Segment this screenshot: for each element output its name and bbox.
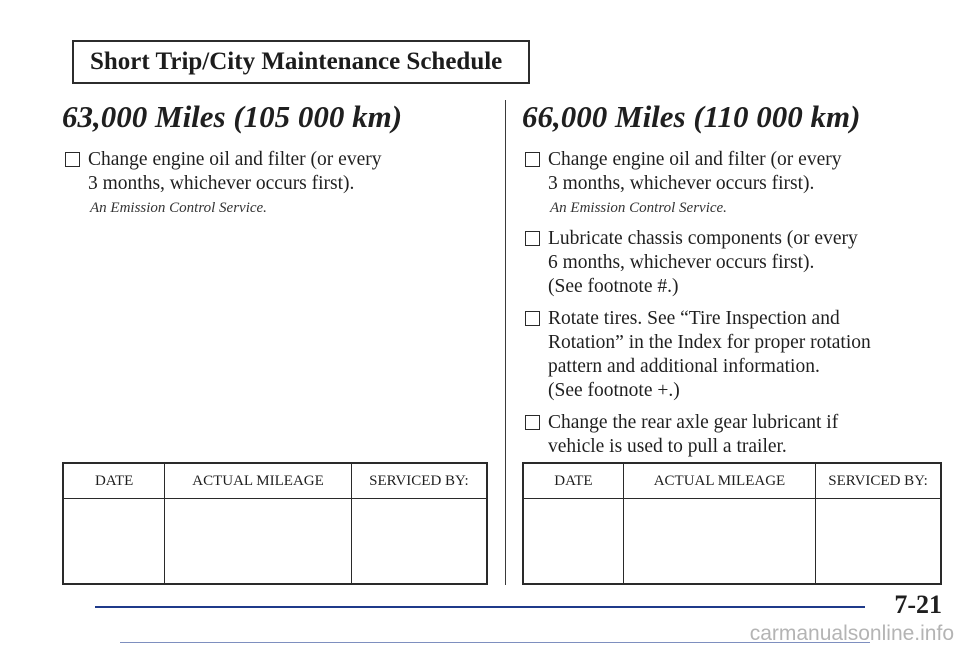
mileage-cell[interactable] [623,499,815,585]
serviced-by-cell[interactable] [351,499,487,585]
table-header-row [523,463,941,499]
column-header-mileage: ACTUAL MILEAGE [623,463,815,499]
checkbox-icon[interactable] [525,415,540,430]
checkbox-icon[interactable] [65,152,80,167]
task-note: An Emission Control Service. [90,200,267,217]
column-header-mileage: ACTUAL MILEAGE [165,463,352,499]
table-row [523,499,941,585]
footer-rule [95,606,865,608]
schedule-header [72,40,530,84]
section-63000 [62,100,492,227]
date-cell[interactable] [63,499,165,585]
section-66000 [522,100,942,467]
task-item [522,307,942,403]
task-item [62,148,492,196]
service-log-table-left [62,462,488,585]
service-log-table-right [522,462,942,585]
task-note: An Emission Control Service. [550,200,727,217]
column-header-serviced-by: SERVICED BY: [351,463,487,499]
task-text: Change the rear axle gear lubricant if vehicle is used to pull a trailer. [548,412,839,458]
task-item [522,227,942,299]
section-title: 66,000 Miles (110 000 km) [522,99,861,134]
serviced-by-cell[interactable] [816,499,941,585]
column-header-serviced-by: SERVICED BY: [816,463,941,499]
table-header-row [63,463,487,499]
task-item [522,148,942,196]
column-header-date: DATE [523,463,623,499]
task-text: Lubricate chassis components (or every 6 months, whichever occurs first). (See footnote #.) [548,228,858,298]
mileage-cell[interactable] [165,499,352,585]
watermark: carmanualsonline.info [749,622,954,645]
task-text: Rotate tires. See “Tire Inspection and Rotation” in the Index for proper rotation pattern and additional information. (See footnote +.) [548,308,871,402]
task-item [522,411,942,459]
checkbox-icon[interactable] [525,152,540,167]
table-row [63,499,487,585]
schedule-title: Short Trip/City Maintenance Schedule [90,48,503,75]
column-divider [505,100,506,585]
checkbox-icon[interactable] [525,231,540,246]
checkbox-icon[interactable] [525,311,540,326]
column-header-date: DATE [63,463,165,499]
section-title: 63,000 Miles (105 000 km) [62,99,403,134]
page-number: 7-21 [894,590,942,619]
task-text: Change engine oil and filter (or every 3 months, whichever occurs first). [548,149,842,195]
task-text: Change engine oil and filter (or every 3 months, whichever occurs first). [88,149,382,195]
date-cell[interactable] [523,499,623,585]
